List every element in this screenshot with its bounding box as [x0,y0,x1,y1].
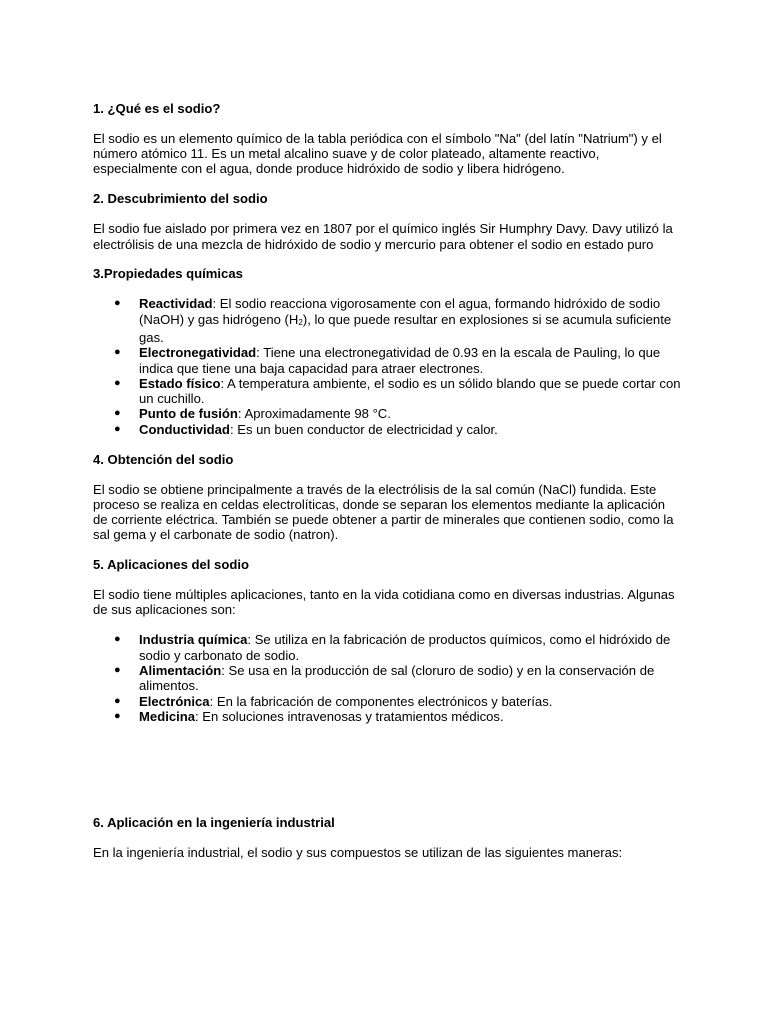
list-item [93,632,683,663]
application-text: : En soluciones intravenosas y tratamientos médicos. [195,708,504,724]
section-6-paragraph: En la ingeniería industrial, el sodio y sus compuestos se utilizan de las siguientes maneras: [93,845,623,861]
list-item [93,345,683,376]
bullet-icon: ● [114,407,121,420]
property-text: : Aproximadamente 98 °C. [237,406,391,422]
subscript: 2 [298,317,303,327]
list-item [93,376,683,407]
section-4-paragraph: El sodio se obtiene principalmente a través de la electrólisis de la sal común (NaCl) fundida. Este proceso se realiza en celdas electrolíticas, donde se separan los elementos mediante la aplicación de corriente eléctrica. También se puede obtener a partir de minerales que contienen sodio, como la sal gema y el carbonate de sodio (natron). [93,481,674,543]
bullet-icon: ● [114,297,121,310]
application-term: Industria química [139,632,248,648]
property-text: ), lo que puede resultar en explosiones si se acumula suficiente gas. [139,311,672,345]
bullet-icon: ● [114,663,121,676]
property-text: : A temperatura ambiente, el sodio es un sólido blando que se puede cortar con un cuchillo. [139,375,681,407]
applications-list [93,632,683,724]
list-item [93,694,683,709]
application-term: Alimentación [139,662,222,678]
section-4-heading: 4. Obtención del sodio [93,451,234,467]
property-term: Estado físico [139,375,221,391]
bullet-icon: ● [114,633,121,646]
properties-list [93,296,683,437]
property-term: Electronegatividad [139,345,257,361]
application-text: : Se utiliza en la fabricación de productos químicos, como el hidróxido de sodio y carbonato de sodio. [139,632,671,663]
list-item [93,296,683,345]
application-term: Medicina [139,708,196,724]
list-item [93,422,683,437]
section-2-paragraph: El sodio fue aislado por primera vez en 1807 por el químico inglés Sir Humphry Davy. Davy utilizó la electrólisis de una mezcla de hidróxido de sodio y mercurio para obtener el sodio en estado puro [93,221,673,252]
section-3-heading: 3.Propiedades químicas [93,266,243,282]
property-text: : Tiene una electronegatividad de 0.93 en la escala de Pauling, lo que indica que tiene una baja capacidad para atraer electrones. [139,345,661,376]
application-text: : Se usa en la producción de sal (cloruro de sodio) y en la conservación de alimentos. [139,662,655,694]
application-text: : En la fabricación de componentes electrónicos y baterías. [209,693,553,709]
bullet-icon: ● [114,422,121,435]
application-term: Electrónica [139,693,210,709]
section-6-heading: 6. Aplicación en la ingeniería industrial [93,815,335,831]
property-text: : El sodio reacciona vigorosamente con el agua, formando hidróxido de sodio (NaOH) y gas hidrógeno (H [139,296,661,327]
section-2-heading: 2. Descubrimiento del sodio [93,191,268,207]
list-item [93,663,683,694]
list-item [93,406,683,421]
list-item [93,709,683,724]
property-term: Reactividad [139,296,213,312]
property-term: Conductividad [139,421,230,437]
section-1-heading: 1. ¿Qué es el sodio? [93,101,221,116]
bullet-icon: ● [114,376,121,389]
bullet-icon: ● [114,694,121,707]
bullet-icon: ● [114,709,121,722]
property-text: : Es un buen conductor de electricidad y calor. [229,421,498,437]
section-5-heading: 5. Aplicaciones del sodio [93,557,249,573]
section-1-paragraph: El sodio es un elemento químico de la tabla periódica con el símbolo "Na" (del latín "Natrium") y el número atómico 11. Es un metal alcalino suave y de color plateado, altamente reactivo, especialmente con el agua, donde produce hidróxido de sodio y libera hidrógeno. [93,130,662,177]
bullet-icon: ● [114,346,121,359]
document-page [93,101,683,860]
property-term: Punto de fusión [139,406,238,422]
section-5-paragraph: El sodio tiene múltiples aplicaciones, tanto en la vida cotidiana como en diversas industrias. Algunas de sus aplicaciones son: [93,587,675,618]
